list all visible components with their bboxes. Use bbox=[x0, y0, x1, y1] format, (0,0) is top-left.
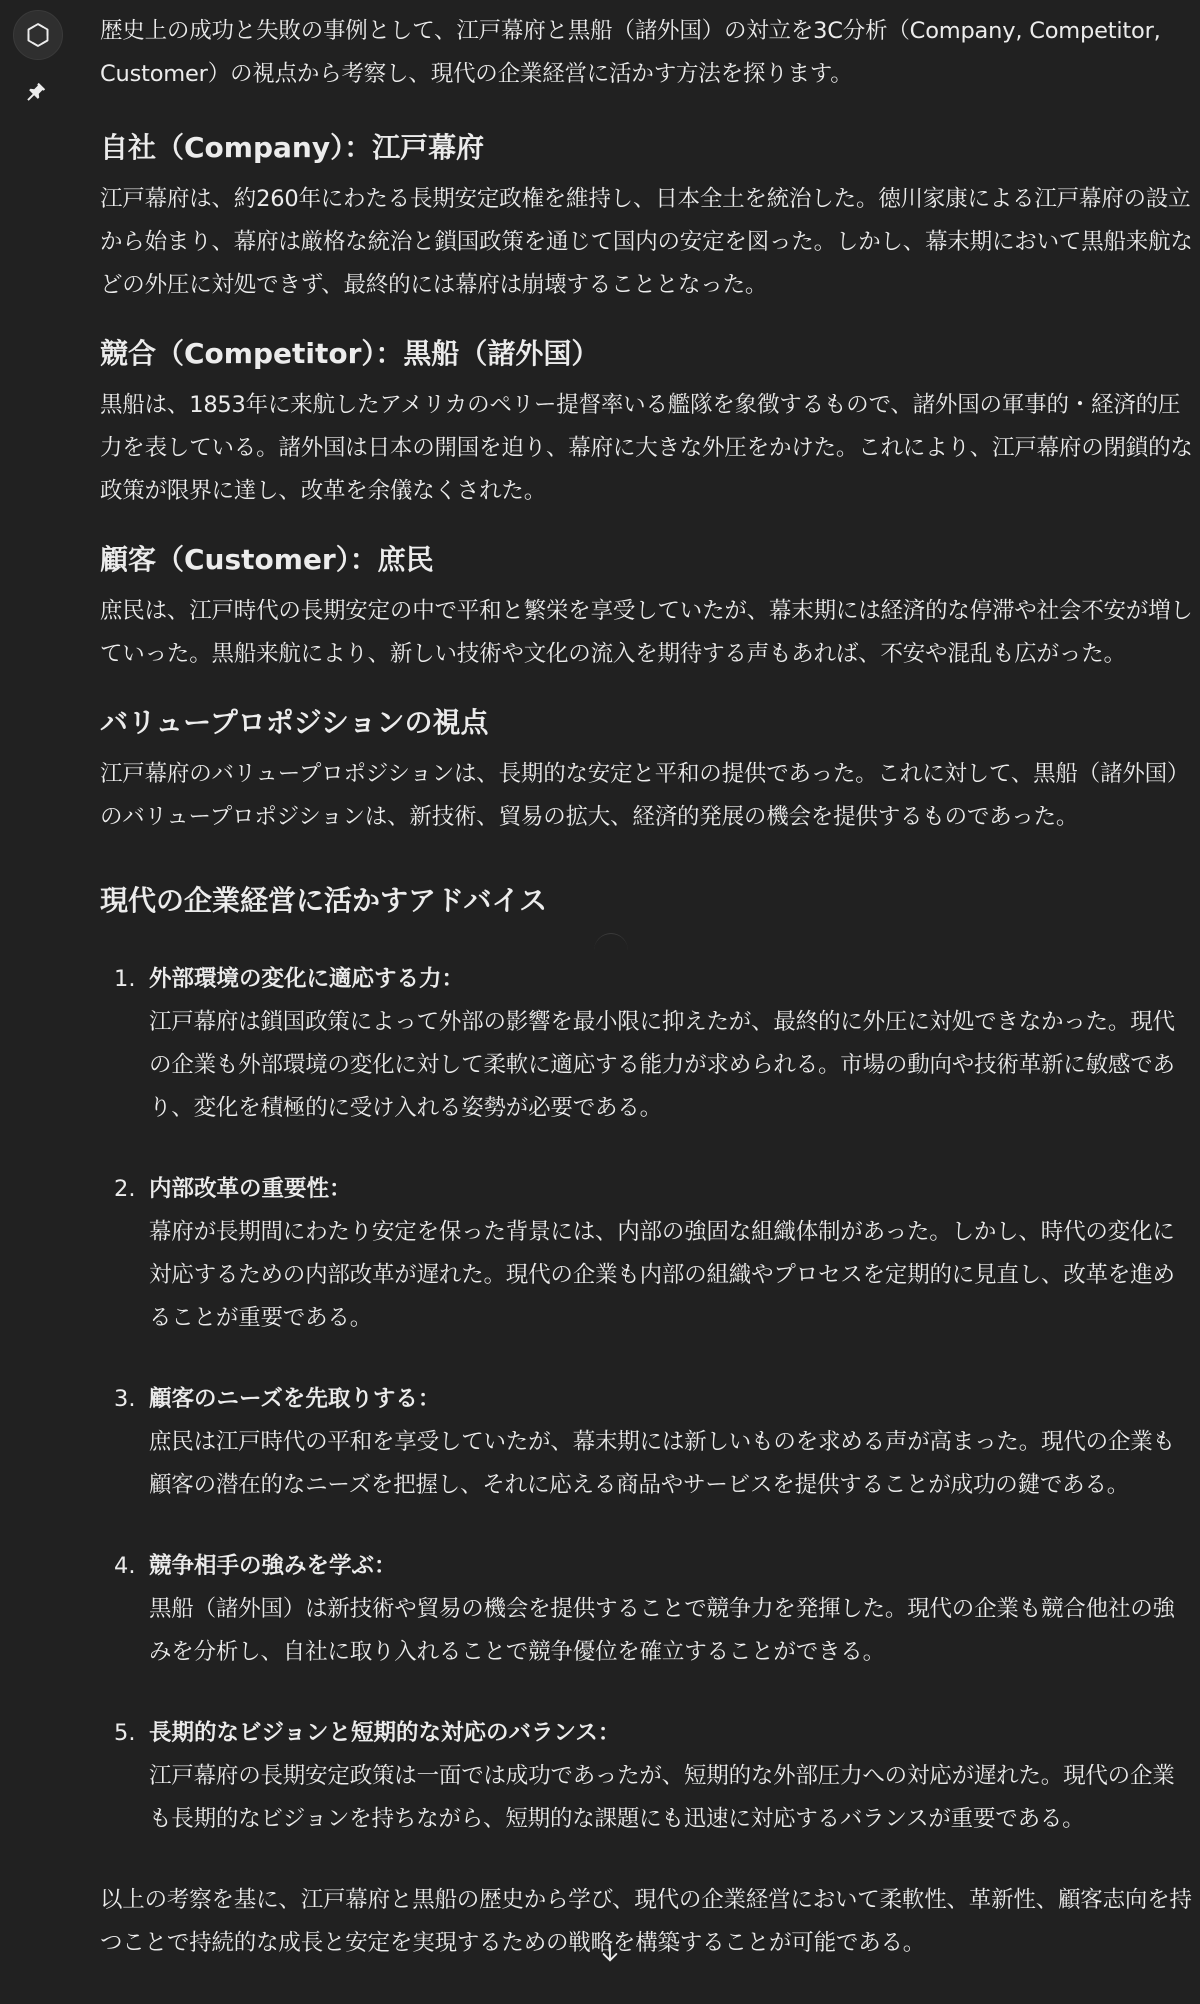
section-heading-company: 自社（Company）：江戸幕府 bbox=[100, 131, 485, 164]
advice-item bbox=[100, 1378, 1196, 1507]
advice-title: 顧客のニーズを先取りする： bbox=[149, 1386, 441, 1412]
section-body-company: 江戸幕府は、約260年にわたる長期安定政権を維持し、日本全土を統治した。徳川家康による江戸幕府の設立から始まり、幕府は厳格な統治と鎖国政策を通じて国内の安定を図った。しかし、幕末期において黒船来航などの外圧に対処できず、最終的には幕府は崩壊することとなった。 bbox=[100, 186, 1193, 298]
advice-item bbox=[100, 958, 1196, 1130]
assistant-avatar bbox=[13, 10, 63, 60]
section-heading-competitor: 競合（Competitor）：黒船（諸外国） bbox=[100, 337, 600, 370]
advice-title: 内部改革の重要性： bbox=[149, 1176, 352, 1202]
advice-item bbox=[100, 1712, 1196, 1841]
advice-body: 庶民は江戸時代の平和を享受していたが、幕末期には新しいものを求める声が高まった。現代の企業も顧客の潜在的なニーズを把握し、それに応える商品やサービスを提供することが成功の鍵である。 bbox=[149, 1429, 1175, 1498]
advice-title: 外部環境の変化に適応する力： bbox=[149, 966, 465, 992]
assistant-message bbox=[100, 10, 1196, 1965]
advice-number: 5. bbox=[114, 1720, 136, 1746]
advice-body: 黒船（諸外国）は新技術や貿易の機会を提供することで競争力を発揮した。現代の企業も競合他社の強みを分析し、自社に取り入れることで競争優位を確立することができる。 bbox=[149, 1596, 1175, 1665]
advice-list bbox=[100, 958, 1196, 1841]
advice-body: 江戸幕府は鎖国政策によって外部の影響を最小限に抑えたが、最終的に外圧に対処できなかった。現代の企業も外部環境の変化に対して柔軟に適応する能力が求められる。市場の動向や技術革新に敏感であり、変化を積極的に受け入れる姿勢が必要である。 bbox=[149, 1009, 1175, 1121]
advice-number: 1. bbox=[114, 966, 136, 992]
advice-item bbox=[100, 1545, 1196, 1674]
section-body-value-proposition: 江戸幕府のバリュープロポジションは、長期的な安定と平和の提供であった。これに対して、黒船（諸外国）のバリュープロポジションは、新技術、貿易の拡大、経済的発展の機会を提供するものであった。 bbox=[100, 761, 1190, 830]
scroll-to-bottom-button[interactable] bbox=[593, 1936, 627, 1970]
advice-number: 4. bbox=[114, 1553, 136, 1579]
conclusion-paragraph: 以上の考察を基に、江戸幕府と黒船の歴史から学び、現代の企業経営において柔軟性、革新性、顧客志向を持つことで持続的な成長と安定を実現するための戦略を構築することが可能である。 bbox=[100, 1887, 1192, 1956]
advice-body: 幕府が長期間にわたり安定を保った背景には、内部の強固な組織体制があった。しかし、時代の変化に対応するための内部改革が遅れた。現代の企業も内部の組織やプロセスを定期的に見直し、改革を進めることが重要である。 bbox=[149, 1219, 1175, 1331]
pin-button[interactable] bbox=[22, 78, 50, 106]
arrow-down-icon bbox=[599, 1942, 621, 1964]
advice-item bbox=[100, 1168, 1196, 1340]
openai-logo-icon bbox=[23, 20, 53, 50]
section-body-competitor: 黒船は、1853年に来航したアメリカのペリー提督率いる艦隊を象徴するもので、諸外国の軍事的・経済的圧力を表している。諸外国は日本の開国を迫り、幕府に大きな外圧をかけた。これにより、江戸幕府の閉鎖的な政策が限界に達し、改革を余儀なくされた。 bbox=[100, 392, 1193, 504]
section-heading-value-proposition: バリュープロポジションの視点 bbox=[100, 706, 489, 739]
advice-number: 2. bbox=[114, 1176, 136, 1202]
advice-heading: 現代の企業経営に活かすアドバイス bbox=[100, 884, 548, 917]
section-heading-customer: 顧客（Customer）：庶民 bbox=[100, 543, 434, 576]
advice-title: 長期的なビジョンと短期的な対応のバランス： bbox=[149, 1720, 621, 1746]
advice-body: 江戸幕府の長期安定政策は一面では成功であったが、短期的な外部圧力への対応が遅れた。現代の企業も長期的なビジョンを持ちながら、短期的な課題にも迅速に対応するバランスが重要である。 bbox=[149, 1763, 1175, 1832]
intro-paragraph: 歴史上の成功と失敗の事例として、江戸幕府と黒船（諸外国）の対立を3C分析（Company, Competitor, Customer）の視点から考察し、現代の企業経営に活かす方法を探ります。 bbox=[100, 18, 1161, 87]
advice-title: 競争相手の強みを学ぶ： bbox=[149, 1553, 397, 1579]
advice-number: 3. bbox=[114, 1386, 136, 1412]
section-body-customer: 庶民は、江戸時代の長期安定の中で平和と繁栄を享受していたが、幕末期には経済的な停滞や社会不安が増していった。黒船来航により、新しい技術や文化の流入を期待する声もあれば、不安や混乱も広がった。 bbox=[100, 598, 1193, 667]
pin-icon bbox=[25, 81, 47, 103]
